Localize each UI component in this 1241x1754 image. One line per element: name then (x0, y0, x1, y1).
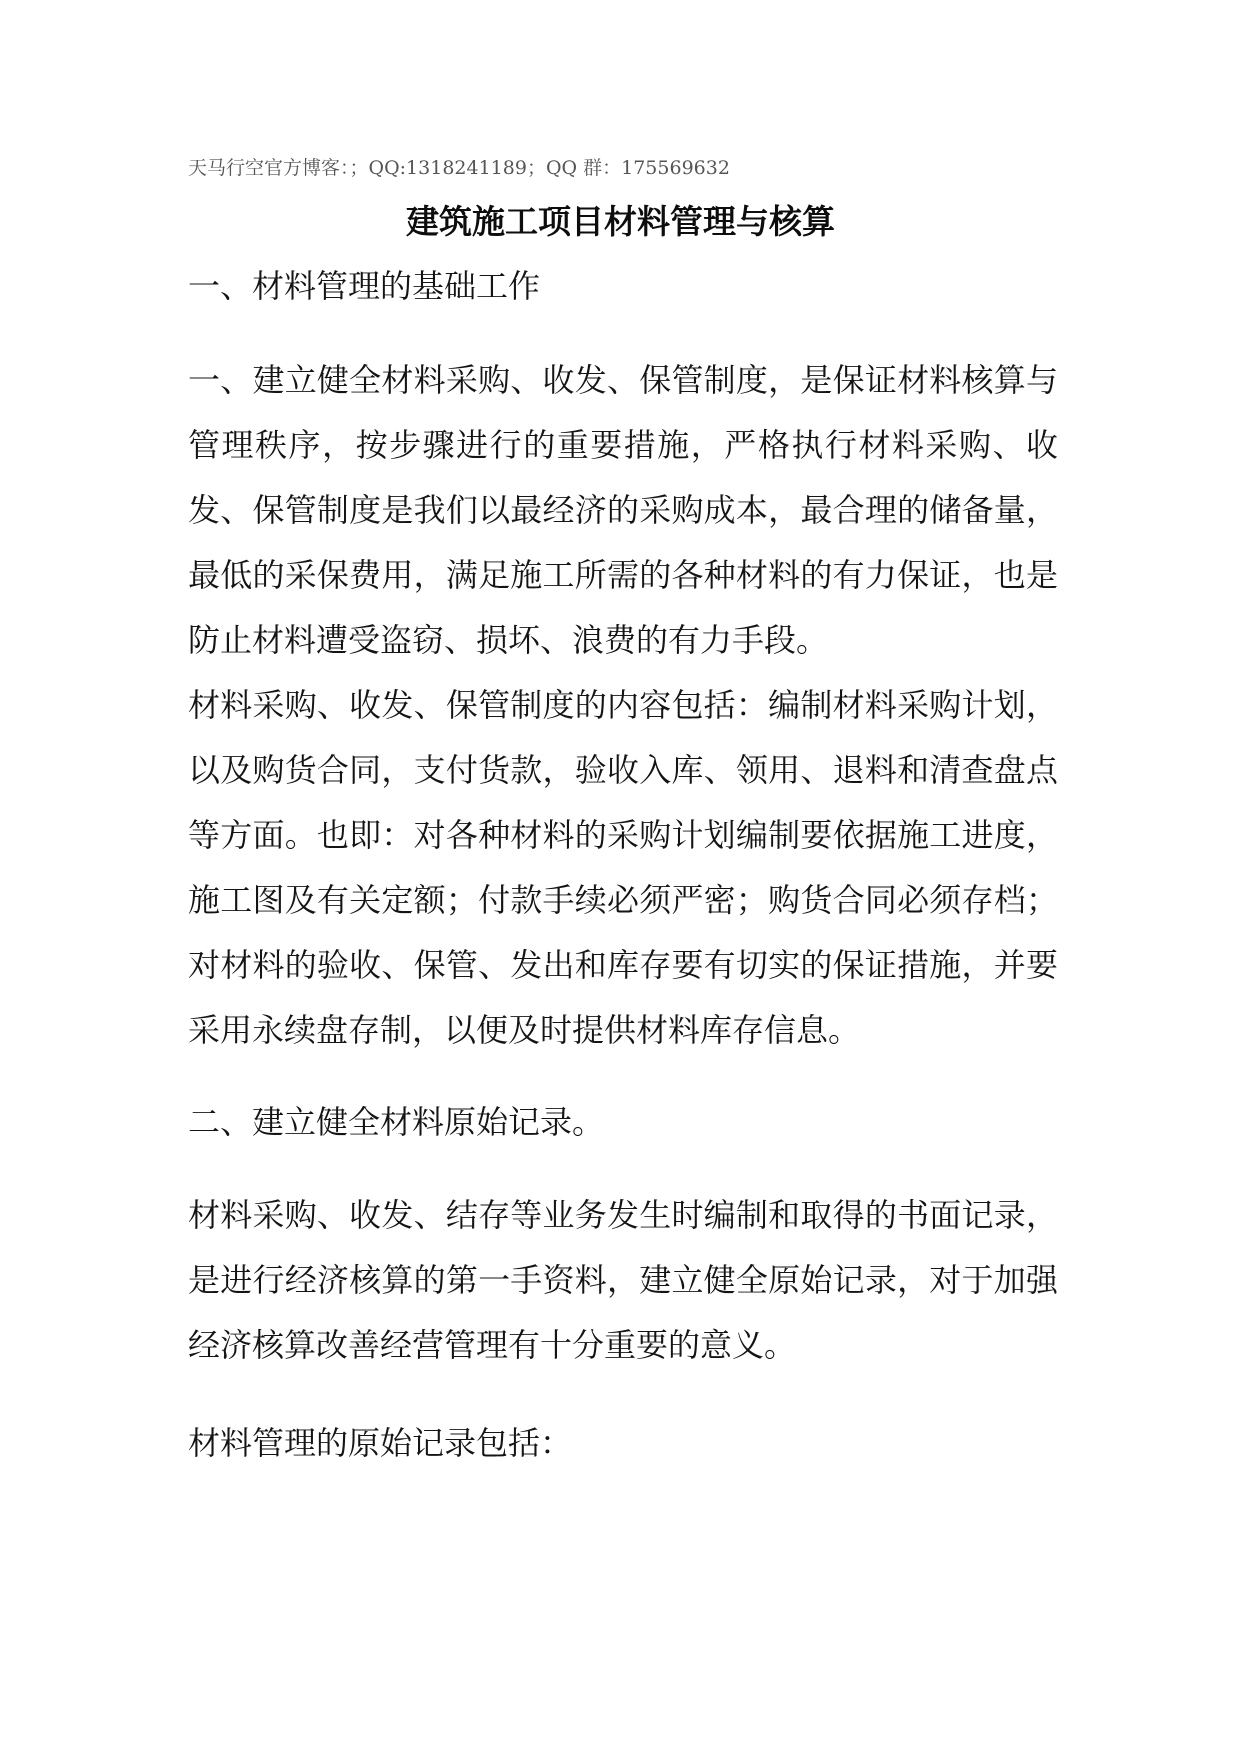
section-heading-original-records: 二、建立健全材料原始记录。 (188, 1103, 605, 1141)
document-title: 建筑施工项目材料管理与核算 (406, 202, 835, 241)
paragraph-system-contents: 材料采购、收发、保管制度的内容包括：编制材料采购计划，以及购货合同，支付货款，验收入库、领用、退料和清查盘点等方面。也即：对各种材料的采购计划编制要依据施工进度，施工图及有关定额；付款手续必须严密；购货合同必须存档；对材料的验收、保管、发出和库存要有切实的保证措施，并要采用永续盘存制，以便及时提供材料库存信息。 (188, 686, 1058, 1049)
section-heading-basic-work: 一、材料管理的基础工作 (188, 267, 541, 305)
paragraph-procurement-system: 一、建立健全材料采购、收发、保管制度，是保证材料核算与管理秩序，按步骤进行的重要措施，严格执行材料采购、收发、保管制度是我们以最经济的采购成本，最合理的储备量，最低的采保费用，满足施工所需的各种材料的有力保证，也是防止材料遭受盗窃、损坏、浪费的有力手段。 (188, 361, 1058, 659)
paragraph-records-include: 材料管理的原始记录包括： (188, 1424, 573, 1462)
blog-contact-header: 天马行空官方博客：；QQ:1318241189；QQ 群：175569632 (188, 157, 730, 179)
paragraph-original-records: 材料采购、收发、结存等业务发生时编制和取得的书面记录，是进行经济核算的第一手资料，建立健全原始记录，对于加强经济核算改善经营管理有十分重要的意义。 (188, 1196, 1058, 1364)
